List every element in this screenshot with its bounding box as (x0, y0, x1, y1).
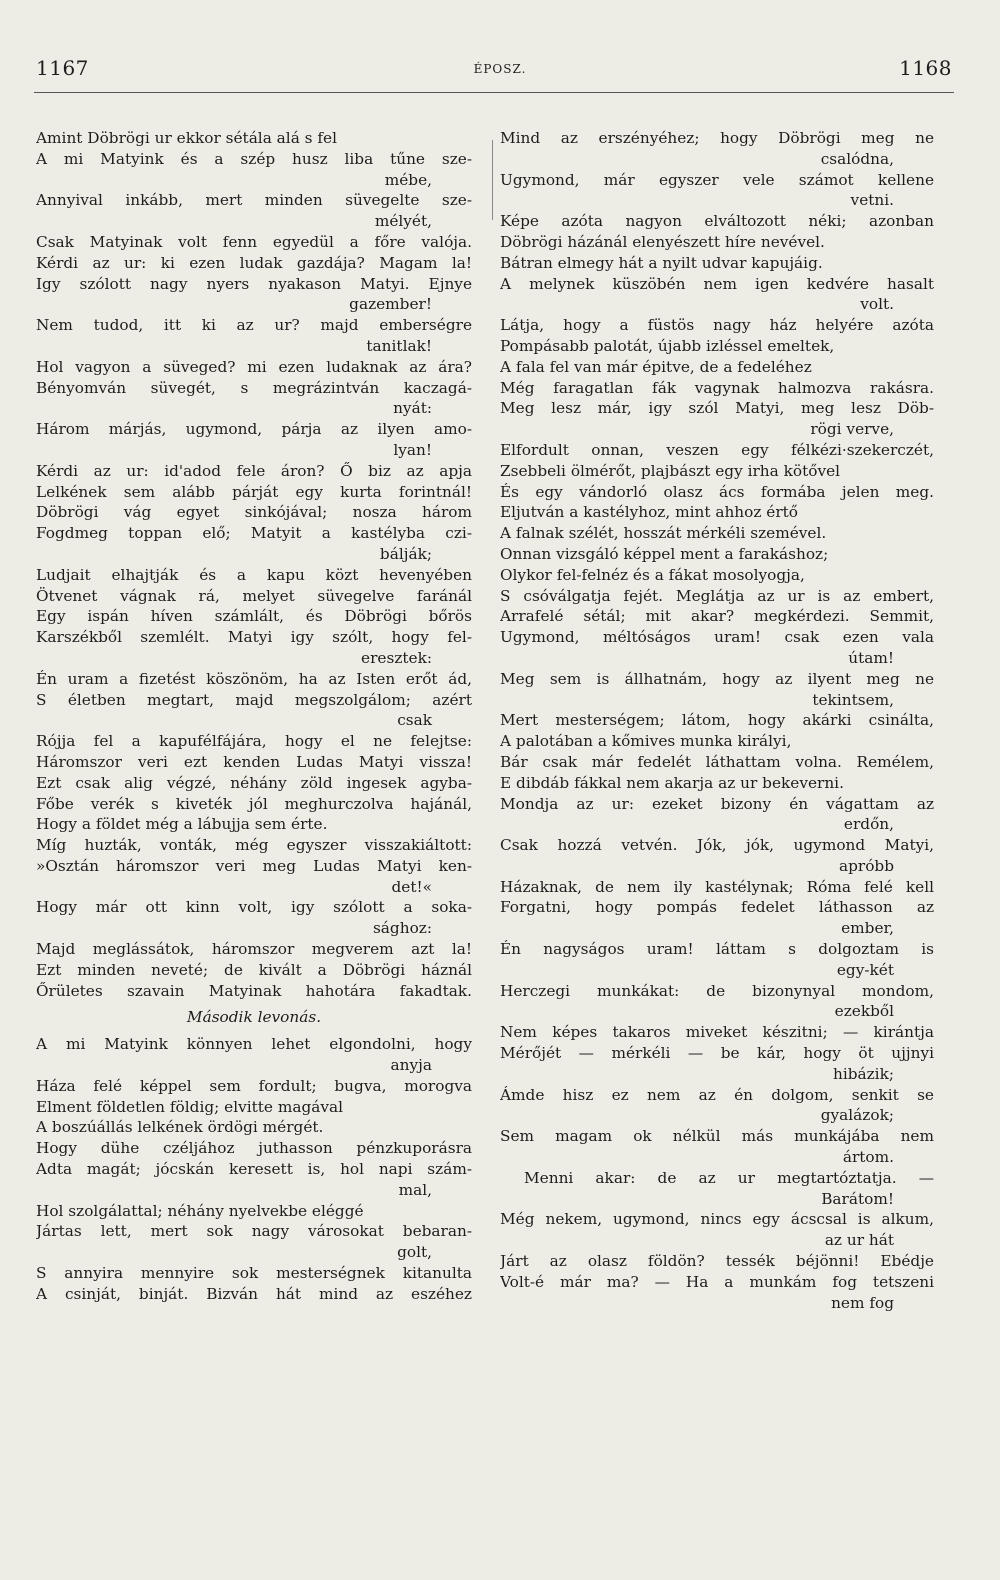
poem-line: Még faragatlan fák vagynak halmozva rakásra. (500, 378, 934, 397)
poem-line: anyja (390, 1056, 432, 1075)
poem-line: csalódna, (820, 149, 894, 168)
poem-line: Adta magát; jócskán keresett is, hol napi szám- (36, 1160, 472, 1179)
poem-line: Hogy már ott kinn volt, igy szólott a soka- (36, 898, 472, 917)
poem-line: Forgatni, hogy pompás fedelet láthasson az (500, 898, 934, 917)
poem-line: A mi Matyink könnyen lehet elgondolni, hogy (36, 1035, 472, 1054)
poem-line: Én nagyságos uram! láttam s dolgoztam is (500, 940, 934, 959)
poem-line: Jártas lett, mert sok nagy városokat bebaran- (36, 1222, 472, 1241)
poem-line: erdőn, (843, 815, 894, 834)
poem-line: nyát: (393, 399, 432, 418)
poem-line: Csak hozzá vetvén. Jók, jók, ugymond Matyi, (500, 836, 934, 855)
poem-line: Menni akar: de az ur megtartóztatja. — (524, 1168, 934, 1187)
poem-line: Sem magam ok nélkül más munkájába nem (500, 1127, 934, 1146)
poem-line: Őrületes szavain Matyinak hahotára fakadtak. (36, 981, 472, 1000)
poem-line: Mérőjét — mérkéli — be kár, hogy öt ujjnyi (500, 1044, 934, 1063)
poem-line: Mind az erszényéhez; hogy Döbrögi meg ne (500, 129, 934, 147)
poem-line: A melynek küszöbén nem igen kedvére hasalt (500, 274, 934, 293)
poem-line: Hol szolgálattal; néhány nyelvekbe eléggé (36, 1201, 364, 1220)
poem-line: A csinját, binját. Bizván hát mind az eszéhez (36, 1284, 472, 1303)
poem-line: Nem tudod, itt ki az ur? majd emberségre (36, 316, 472, 335)
poem-line: Herczegi munkákat: de bizonynyal mondom, (500, 981, 934, 1000)
poem-line: Barátom! (821, 1189, 894, 1208)
page-number-right: 1168 (899, 56, 952, 80)
poem-line: Csak Matyinak volt fenn egyedül a főre valója. (36, 232, 472, 251)
left-column (36, 128, 472, 1305)
poem-line: Ötvenet vágnak rá, melyet süvegelve faránál (36, 586, 472, 605)
poem-line: S annyira mennyire sok mesterségnek kitanulta (36, 1264, 472, 1283)
poem-line: Ezt csak alig végzé, néhány zöld ingesek agyba- (36, 773, 472, 792)
poem-line: És egy vándorló olasz ács formába jelen meg. (500, 482, 934, 501)
poem-line: Volt-é már ma? — Ha a munkám fog tetszeni (500, 1272, 934, 1291)
poem-line: Fogdmeg toppan elő; Matyit a kastélyba czi- (36, 524, 472, 543)
poem-line: tanitlak! (366, 336, 432, 355)
poem-line: S életben megtart, majd megszolgálom; azért (36, 690, 472, 709)
poem-line: Pompásabb palotát, újabb izléssel emeltek, (500, 336, 835, 355)
poem-line: Kérdi az ur: ki ezen ludak gazdája? Magam la! (36, 253, 472, 272)
poem-line: Elfordult onnan, veszen egy félkézi·szekerczét, (500, 440, 934, 459)
poem-line: egy-két (836, 960, 894, 979)
poem-line: lyan! (393, 440, 432, 459)
poem-line: Meg sem is állhatnám, hogy az ilyent meg ne (500, 669, 934, 688)
poem-line: Lelkének sem alább párját egy kurta forintnál! (36, 482, 472, 501)
poem-line: A palotában a kőmives munka királyi, (500, 732, 792, 751)
poem-line: E dibdáb fákkal nem akarja az ur bekeverni. (500, 773, 844, 792)
section-heading: Második levonás. (186, 1008, 322, 1027)
poem-line: Arrafelé sétál; mit akar? megkérdezi. Semmit, (500, 607, 934, 626)
poem-line: Onnan vizsgáló képpel ment a farakáshoz; (500, 544, 829, 563)
poem-line: Bár csak már fedelét láthattam volna. Remélem, (500, 752, 934, 771)
poem-line: Egy ispán híven számlált, és Döbrögi bőrös (36, 607, 472, 626)
poem-line: Karszékből szemlélt. Matyi igy szólt, hogy fel- (36, 628, 472, 647)
poem-line: mélyét, (374, 212, 432, 231)
poem-line: nem fog (831, 1293, 894, 1312)
poem-line: gyalázok; (820, 1106, 894, 1125)
poem-line: Még nekem, ugymond, nincs egy ácscsal is alkum, (500, 1210, 934, 1229)
poem-line: »Osztán háromszor veri meg Ludas Matyi ken- (36, 856, 472, 875)
poem-line: Mert mesterségem; látom, hogy akárki csinálta, (500, 711, 934, 730)
poem-line: A fala fel van már épitve, de a fedeléhez (500, 357, 812, 376)
poem-line: gazember! (349, 295, 432, 314)
poem-line: ezekből (834, 1002, 894, 1021)
poem-line: A mi Matyink és a szép husz liba tűne sze- (36, 149, 472, 168)
poem-line: Látja, hogy a füstös nagy ház helyére azóta (500, 316, 934, 335)
poem-line: Képe azóta nagyon elváltozott néki; azonban (500, 212, 934, 231)
poem-line: Döbrögi házánál elenyészett híre nevével. (500, 232, 825, 251)
poem-line: Rójja fel a kapufélfájára, hogy el ne felejtse: (36, 732, 472, 751)
poem-line: Ezt minden neveté; de kivált a Döbrögi háznál (36, 960, 472, 979)
poem-line: S csóválgatja fejét. Meglátja az ur is az embert, (500, 586, 934, 605)
poem-line: Főbe verék s kiveték jól meghurczolva hajánál, (36, 794, 472, 813)
poem-line: Zsebbeli ölmérőt, plajbászt egy irha kötővel (500, 461, 841, 480)
header-rule (34, 92, 954, 93)
page-number-left: 1167 (36, 56, 89, 80)
poem-line: Nem képes takaros miveket készitni; — kirántja (500, 1023, 934, 1042)
poem-line: Ugymond, már egyszer vele számot kellene (500, 170, 934, 189)
poem-line: Annyival inkább, mert minden süvegelte sze- (36, 191, 472, 210)
running-title: ÉPOSZ. (473, 62, 527, 76)
poem-line: Hogy dühe czéljához juthasson pénzkuporásra (36, 1139, 472, 1158)
poem-line: apróbb (838, 856, 894, 875)
poem-line: hibázik; (832, 1064, 894, 1083)
poem-line: volt. (860, 295, 894, 314)
poem-line: Ámde hisz ez nem az én dolgom, senkit se (500, 1085, 934, 1104)
poem-line: Hol vagyon a süveged? mi ezen ludaknak az ára? (36, 357, 472, 376)
poem-line: Járt az olasz földön? tessék béjönni! Ebédje (500, 1252, 934, 1271)
poem-line: útam! (848, 648, 894, 667)
poem-line: Mondja az ur: ezeket bizony én vágattam az (500, 794, 934, 813)
page-header (0, 56, 1000, 86)
poem-line: Olykor fel-felnéz és a fákat mosolyogja, (500, 565, 805, 584)
right-column (500, 128, 934, 1313)
poem-line: vetni. (850, 191, 894, 210)
poem-line: Míg huzták, vonták, még egyszer visszakiáltott: (36, 836, 472, 855)
poem-line: Eljutván a kastélyhoz, mint ahhoz értő (500, 503, 799, 522)
poem-line: mal, (398, 1180, 432, 1199)
poem-line: det!« (391, 877, 432, 896)
poem-line: Házaknak, de nem ily kastélynak; Róma felé kell (500, 877, 934, 896)
poem-line: Meg lesz már, igy szól Matyi, meg lesz Döb- (500, 399, 934, 418)
poem-line: rögi verve, (810, 420, 894, 439)
poem-line: Ugymond, méltóságos uram! csak ezen vala (500, 628, 934, 647)
poem-line: Ludjait elhajtják és a kapu közt hevenyében (36, 565, 472, 584)
poem-line: csak (397, 711, 432, 730)
poem-line: Döbrögi vág egyet sinkójával; nosza három (36, 503, 472, 522)
poem-line: golt, (397, 1243, 432, 1262)
poem-line: A boszúállás lelkének ördögi mérgét. (36, 1118, 324, 1137)
poem-line: Amint Döbrögi ur ekkor sétála alá s fel (36, 129, 338, 147)
poem-line: ártom. (842, 1148, 894, 1167)
poem-line: Háza felé képpel sem fordult; bugva, morogva (36, 1076, 472, 1095)
poem-line: ember, (841, 919, 894, 938)
poem-line: Elment földetlen földig; elvitte magával (36, 1097, 344, 1116)
poem-line: mébe, (384, 170, 432, 189)
poem-line: Bényomván süvegét, s megrázintván kaczagá- (36, 378, 472, 397)
column-divider (492, 140, 493, 220)
poem-line: Háromszor veri ezt kenden Ludas Matyi vissza! (36, 752, 472, 771)
poem-line: Hogy a földet még a lábujja sem érte. (36, 815, 328, 834)
poem-line: Három márjás, ugymond, párja az ilyen amo- (36, 420, 472, 439)
poem-line: eresztek: (361, 648, 432, 667)
poem-line: tekintsem, (812, 690, 894, 709)
poem-line: Én uram a fizetést köszönöm, ha az Isten erőt ád, (36, 669, 472, 688)
poem-line: Igy szólott nagy nyers nyakason Matyi. Ejnye (36, 274, 472, 293)
poem-line: A falnak szélét, hosszát mérkéli szemével. (500, 524, 827, 543)
poem-line: Majd meglássátok, háromszor megverem azt la! (36, 940, 472, 959)
poem-line: bálják; (379, 544, 432, 563)
poem-line: Kérdi az ur: id'adod fele áron? Ő biz az apja (36, 461, 472, 480)
poem-line: az ur hát (824, 1231, 894, 1250)
poem-line: Bátran elmegy hát a nyilt udvar kapujáig. (500, 253, 823, 272)
poem-line: sághoz: (372, 919, 432, 938)
